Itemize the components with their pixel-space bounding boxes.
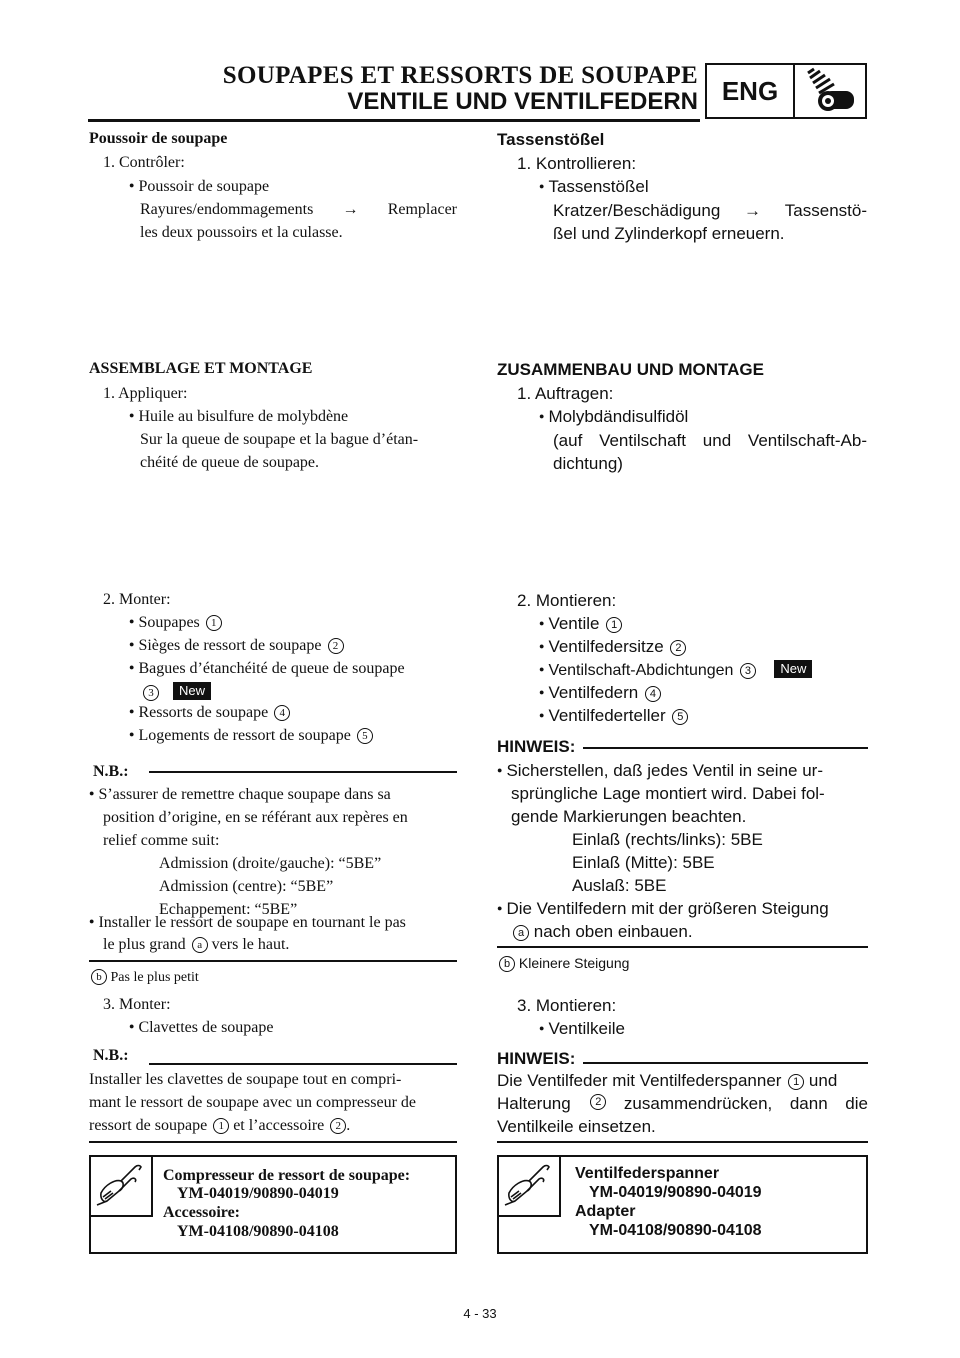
callout-number: 1 (606, 617, 622, 633)
note-text: Halterung 2 zusammendrücken, dann die (497, 1094, 868, 1113)
new-part-badge: New (173, 682, 211, 700)
note-text: gende Markierungen beachten. (511, 807, 747, 826)
list-item: ● Sièges de ressort de soupape 2 (129, 637, 344, 655)
section-title: Tassenstößel (497, 130, 605, 149)
new-part-badge: New (774, 660, 812, 678)
note-item: ● S’assurer de remettre chaque soupape dans sa (89, 786, 391, 804)
item-description: (auf Ventilschaft und Ventilschaft-Ab- (553, 431, 867, 450)
note-text: mant le ressort de soupape avec un compresseur de (89, 1094, 416, 1111)
note-item: ● Sicherstellen, daß jedes Ventil in seine ur- (497, 761, 823, 781)
list-item: ● Clavettes de soupape (129, 1019, 274, 1037)
list-item: ● Molybdändisulfidöl (539, 407, 688, 427)
note-item: ● Die Ventilfedern mit der größeren Steigung (497, 899, 829, 919)
note-text: a nach oben einbauen. (511, 922, 693, 942)
header-title-fr: SOUPAPES ET RESSORTS DE SOUPAPE (222, 62, 698, 89)
callout-letter: b (91, 969, 107, 985)
note-text: sprüngliche Lage montiert wird. Dabei fol- (511, 784, 825, 803)
list-item: ● Ventile 1 (539, 614, 622, 634)
callout-number: 2 (670, 640, 686, 656)
callout-number: 3 (740, 663, 756, 679)
step-label: 1. Appliquer: (103, 385, 188, 402)
note-label: HINWEIS: (497, 737, 576, 756)
note-rule (583, 747, 868, 749)
callout-number: 5 (357, 728, 373, 744)
note-text: Echappement: “5BE” (159, 901, 298, 918)
step-label: 1. Kontrollieren: (517, 154, 637, 173)
callout-number: 2 (590, 1094, 606, 1110)
list-item: ● Ressorts de soupape 4 (129, 704, 290, 722)
item-description: les deux poussoirs et la culasse. (140, 224, 343, 241)
list-item: ● Soupapes 1 (129, 614, 222, 632)
step-label: 3. Monter: (103, 996, 171, 1013)
list-item: ● Logements de ressort de soupape 5 (129, 727, 373, 745)
list-item: ● Ventilschaft-Abdichtungen 3 New (539, 660, 812, 680)
item-description: dichtung) (553, 454, 623, 473)
note-text: ressort de soupape 1 et l’accessoire 2 . (89, 1117, 351, 1134)
note-label: N.B.: (93, 1047, 129, 1064)
arrow-icon: → (744, 201, 762, 220)
note-rule (149, 1063, 457, 1065)
tool-part-number: YM-04019/90890-04019 (177, 1185, 339, 1202)
note-rule (583, 1062, 868, 1064)
special-tool-box (89, 1155, 457, 1254)
note-rule (497, 1141, 868, 1143)
callout-letter: b (499, 956, 515, 972)
language-label: ENG (707, 65, 795, 117)
list-item: ● Bagues d’étanchéité de queue de soupape (129, 660, 405, 678)
language-badge (705, 63, 867, 119)
tool-part-number: YM-04108/90890-04108 (589, 1222, 762, 1239)
item-description: ßel und Zylinderkopf erneuern. (553, 224, 785, 243)
list-item: ● Ventilkeile (539, 1019, 625, 1039)
tool-text: Accessoire: (163, 1204, 240, 1221)
list-item-continuation (141, 682, 211, 702)
callout-number: 3 (143, 685, 159, 701)
note-text: relief comme suit: (103, 832, 220, 849)
note-rule (89, 1141, 457, 1143)
list-item: ● Huile au bisulfure de molybdène (129, 408, 348, 426)
valve-spring-icon (795, 65, 865, 117)
note-text: Die Ventilfeder mit Ventilfederspanner 1 und (497, 1071, 838, 1090)
legend-item: b Kleinere Steigung (497, 955, 629, 972)
callout-number: 1 (206, 615, 222, 631)
section-title: ZUSAMMENBAU UND MONTAGE (497, 360, 764, 379)
note-text: Einlaß (Mitte): 5BE (572, 853, 715, 872)
legend-item: b Pas le plus petit (89, 969, 199, 986)
step-label: 2. Monter: (103, 591, 171, 608)
header-rule (88, 119, 700, 122)
note-text: Auslaß: 5BE (572, 876, 667, 895)
section-title: Poussoir de soupape (89, 130, 228, 147)
wrench-tool-icon (91, 1157, 153, 1217)
page-number: 4 - 33 (463, 1306, 497, 1321)
note-label: N.B.: (93, 763, 129, 780)
note-label: HINWEIS: (497, 1049, 576, 1068)
callout-number: 2 (330, 1118, 346, 1134)
special-tool-box (497, 1155, 868, 1254)
list-item: ● Ventilfedern 4 (539, 683, 661, 703)
tool-text: Ventilfederspanner (575, 1165, 720, 1182)
item-description: Kratzer/Beschädigung → Tassenstö- (553, 201, 867, 220)
callout-letter: a (192, 937, 208, 953)
callout-number: 5 (672, 709, 688, 725)
step-label: 2. Montieren: (517, 591, 617, 610)
note-rule (149, 771, 457, 773)
note-rule (497, 946, 868, 948)
callout-number: 4 (645, 686, 661, 702)
note-text: Ventilkeile einsetzen. (497, 1117, 656, 1136)
list-item: ● Tassenstößel (539, 177, 649, 197)
list-item: ● Ventilfedersitze 2 (539, 637, 686, 657)
note-text: Einlaß (rechts/links): 5BE (572, 830, 763, 849)
header-title-de: VENTILE UND VENTILFEDERN (347, 88, 698, 115)
note-text: position d’origine, en se référant aux repères en (103, 809, 408, 826)
tool-text: Compresseur de ressort de soupape: (163, 1167, 411, 1184)
callout-letter: a (513, 925, 529, 941)
note-text: Admission (droite/gauche): “5BE” (159, 855, 382, 872)
tool-part-number: YM-04019/90890-04019 (589, 1184, 762, 1201)
list-item: ● Ventilfederteller 5 (539, 706, 688, 726)
note-item: ● Installer le ressort de soupape en tournant le pas (89, 914, 406, 932)
callout-number: 2 (328, 638, 344, 654)
list-item: ● Poussoir de soupape (129, 178, 269, 196)
wrench-tool-icon (499, 1157, 561, 1217)
callout-number: 1 (213, 1118, 229, 1134)
section-title: ASSEMBLAGE ET MONTAGE (89, 360, 313, 377)
tool-part-number: YM-04108/90890-04108 (177, 1223, 339, 1240)
item-description: Sur la queue de soupape et la bague d’étan- (140, 431, 419, 448)
callout-number: 4 (274, 705, 290, 721)
item-description: Rayures/endommagements → Remplacer (140, 201, 457, 218)
step-label: 3. Montieren: (517, 996, 617, 1015)
callout-number: 1 (788, 1074, 804, 1090)
step-label: 1. Contrôler: (103, 154, 185, 171)
note-text: Admission (centre): “5BE” (159, 878, 334, 895)
note-rule (89, 960, 457, 962)
arrow-icon: → (342, 201, 359, 218)
item-description: chéité de queue de soupape. (140, 454, 320, 471)
tool-text: Adapter (575, 1203, 636, 1220)
note-text: Installer les clavettes de soupape tout en compri- (89, 1071, 402, 1088)
note-text: le plus grand a vers le haut. (103, 936, 290, 953)
step-label: 1. Auftragen: (517, 384, 614, 403)
